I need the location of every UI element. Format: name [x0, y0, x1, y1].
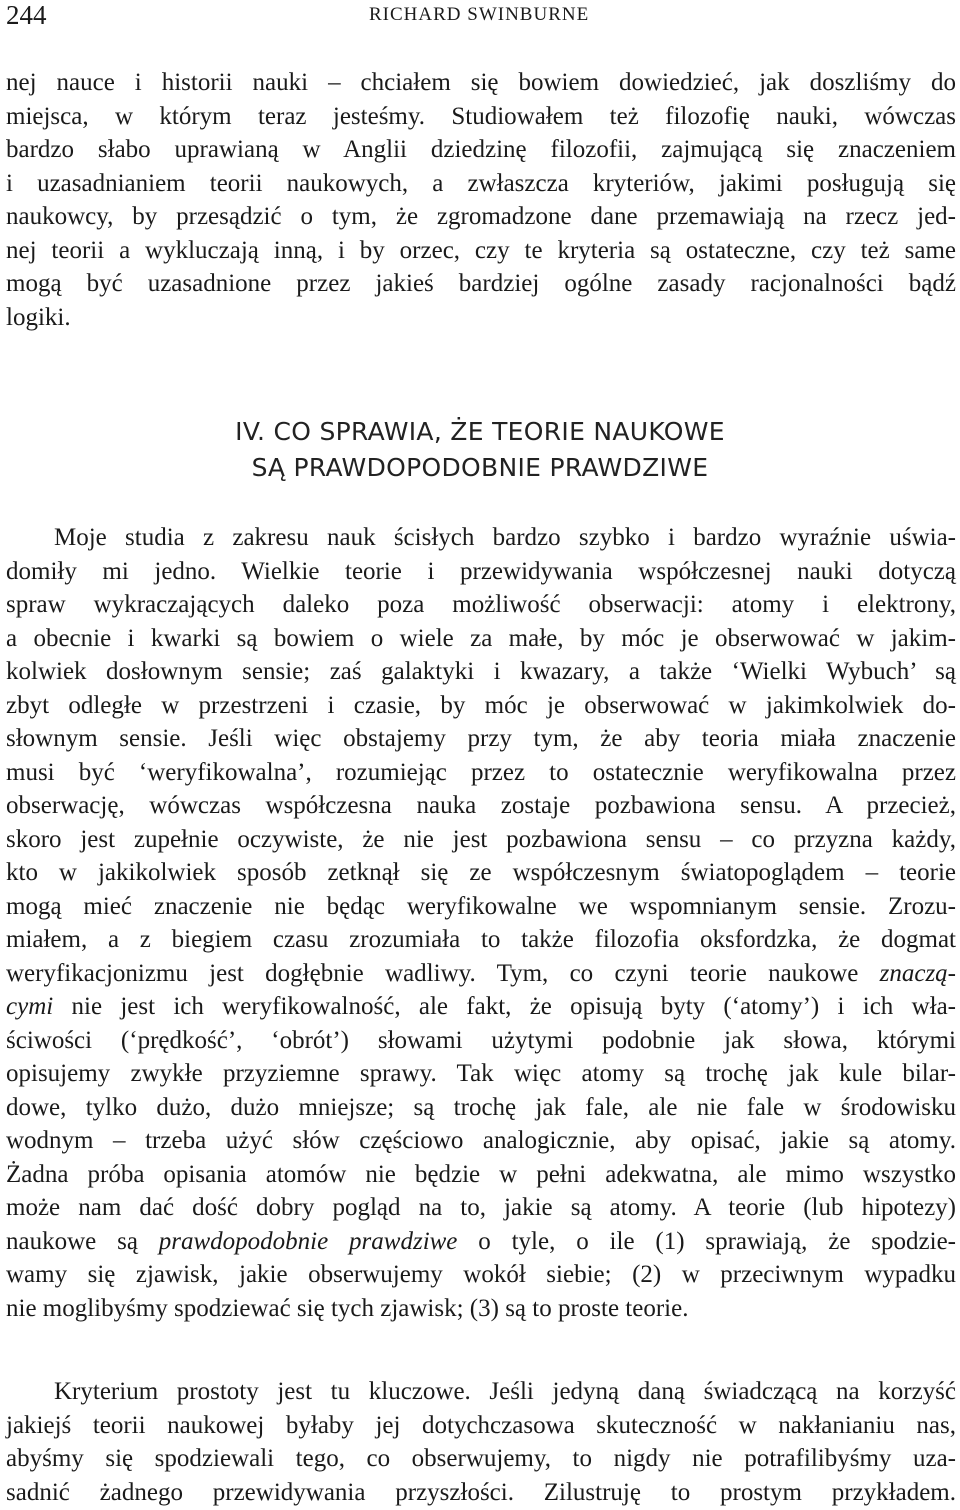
text-run: o tyle, o ile (1) sprawiają, że spodzie-	[457, 1227, 956, 1255]
text-line: a obecnie i kwarki są bowiem o wiele za małe, by móc je obserwować w jakim-	[6, 624, 956, 652]
text-line: kto w jakikolwiek sposób zetknął się ze współczesnym światopoglądem – teorie	[6, 859, 956, 886]
text-line: sadnić żadnego przewidywania przyszłości. Zilustruję to prostym przykładem.	[6, 1478, 956, 1506]
text-run: nie jest ich weryfikowalność, ale fakt, że opisują byty (‘atomy’) i ich wła-	[53, 993, 956, 1020]
running-head: RICHARD SWINBURNE	[369, 4, 590, 25]
text-line: słownym sensie. Jeśli więc obstajemy przy tym, że aby teoria miała znaczenie	[6, 725, 956, 752]
text-line: i uzasadnianiem teorii naukowych, a zwłaszcza kryteriów, jakimi posługują się	[6, 169, 956, 197]
text-line: obserwację, wówczas współczesna nauka zostaje pozbawiona sensu. A przecież,	[6, 792, 956, 819]
heading-line: IV. CO SPRAWIA, ŻE TEORIE NAUKOWE	[235, 417, 725, 446]
text-line: mogą być uzasadnione przez jakieś bardziej ogólne zasady racjonalności bądź	[6, 270, 956, 297]
text-line: domiły mi jedno. Wielkie teorie i przewidywania współczesnej nauki dotyczą	[6, 557, 956, 585]
text-line: miałem, a z biegiem czasu zrozumiała to także filozofia oksfordzka, że dogmat	[6, 926, 956, 953]
text-line: bardzo słabo uprawianą w Anglii dziedzinę filozofii, zajmującą się znaczeniem	[6, 136, 956, 163]
text-line: ściwości (‘prędkość’, ‘obrót’) słowami użytymi podobnie jak słowa, którymi	[6, 1026, 956, 1054]
text-line: miejsca, w którym teraz jesteśmy. Studiowałem też filozofię nauki, wówczas	[6, 102, 956, 130]
text-line: nie moglibyśmy spodziewać się tych zjawisk; (3) są to proste teorie.	[6, 1294, 689, 1322]
text-line: jakiejś teorii naukowej byłaby jej dotychczasowa skuteczność w nakłanianiu nas,	[6, 1411, 956, 1439]
text-line: Żadna próba opisania atomów nie będzie w pełni adekwatna, ale mimo wszystko	[6, 1160, 956, 1188]
text-line: abyśmy się spodziewali tego, co obserwujemy, to nigdy nie potrafilibyśmy uza-	[6, 1445, 956, 1472]
text-line: naukowcy, by przesądzić o tym, że zgromadzone dane przemawiają na rzecz jed-	[6, 203, 956, 230]
paragraph-2	[6, 521, 956, 1325]
text-line: opisujemy zwykłe przyziemne sprawy. Tak więc atomy są trochę jak kule bilar-	[6, 1060, 956, 1087]
text-line: nej nauce i historii nauki – chciałem się bowiem dowiedzieć, jak doszliśmy do	[6, 69, 956, 96]
text-line: spraw wykraczających daleko poza możliwość obserwacji: atomy i elektrony,	[6, 591, 956, 618]
text-line	[6, 1225, 956, 1259]
text-line: kolwiek dosłownym sensie; zaś galaktyki i kwazary, a także ‘Wielki Wybuch’ są	[6, 658, 956, 685]
text-line: zbyt odległe w przestrzeni i czasie, by móc je obserwować w jakimkolwiek do-	[6, 691, 956, 719]
text-line: skoro jest zupełnie oczywiste, że nie jest pozbawiona sensu – co przyzna każdy,	[6, 825, 956, 853]
text-line: nej teorii a wykluczają inną, i by orzec, czy te kryteria są ostateczne, czy też same	[6, 236, 956, 264]
text-line: wamy się zjawisk, jakie obserwujemy wokół siebie; (2) w przeciwnym wypadku	[6, 1261, 956, 1288]
text-run: naukowe są	[6, 1227, 159, 1255]
page-number: 244	[6, 0, 47, 30]
text-line: może nam dać dość dobry pogląd na to, jakie są atomy. A teorie (lub hipotezy)	[6, 1194, 956, 1221]
text-line: musi być ‘weryfikowalna’, rozumiejąc przez to ostatecznie weryfikowalna przez	[6, 758, 956, 786]
text-line: logiki.	[6, 303, 71, 331]
text-line	[6, 990, 956, 1024]
italic-term: prawdopodobnie prawdziwe	[158, 1227, 458, 1255]
italic-term: cymi	[6, 993, 54, 1020]
text-line: mogą mieć znaczenie nie będąc weryfikowalne we wspomnianym sensie. Zrozu-	[6, 892, 956, 920]
text-run: weryfikacjonizmu jest dogłębnie wadliwy. Tym, co czyni teorie naukowe	[6, 959, 859, 987]
paragraph-1	[6, 66, 956, 334]
text-line: wodnym – trzeba użyć słów częściowo analogicznie, aby opisać, jakie są atomy.	[6, 1127, 956, 1154]
text-line: Moje studia z zakresu nauk ścisłych bardzo szybko i bardzo wyraźnie uświa-	[54, 524, 956, 551]
text-line: Kryterium prostoty jest tu kluczowe. Jeśli jedyną daną świadczącą na korzyść	[54, 1378, 956, 1405]
paragraph-3	[6, 1375, 956, 1509]
italic-term: znaczą-	[879, 959, 957, 987]
heading-line: SĄ PRAWDOPODOBNIE PRAWDZIWE	[251, 453, 709, 482]
page-header	[0, 0, 960, 36]
text-line: dowe, tylko dużo, dużo mniejsze; są trochę jak fale, ale nie fale w środowisku	[6, 1093, 956, 1121]
section-heading	[0, 414, 960, 486]
text-line	[6, 957, 956, 991]
